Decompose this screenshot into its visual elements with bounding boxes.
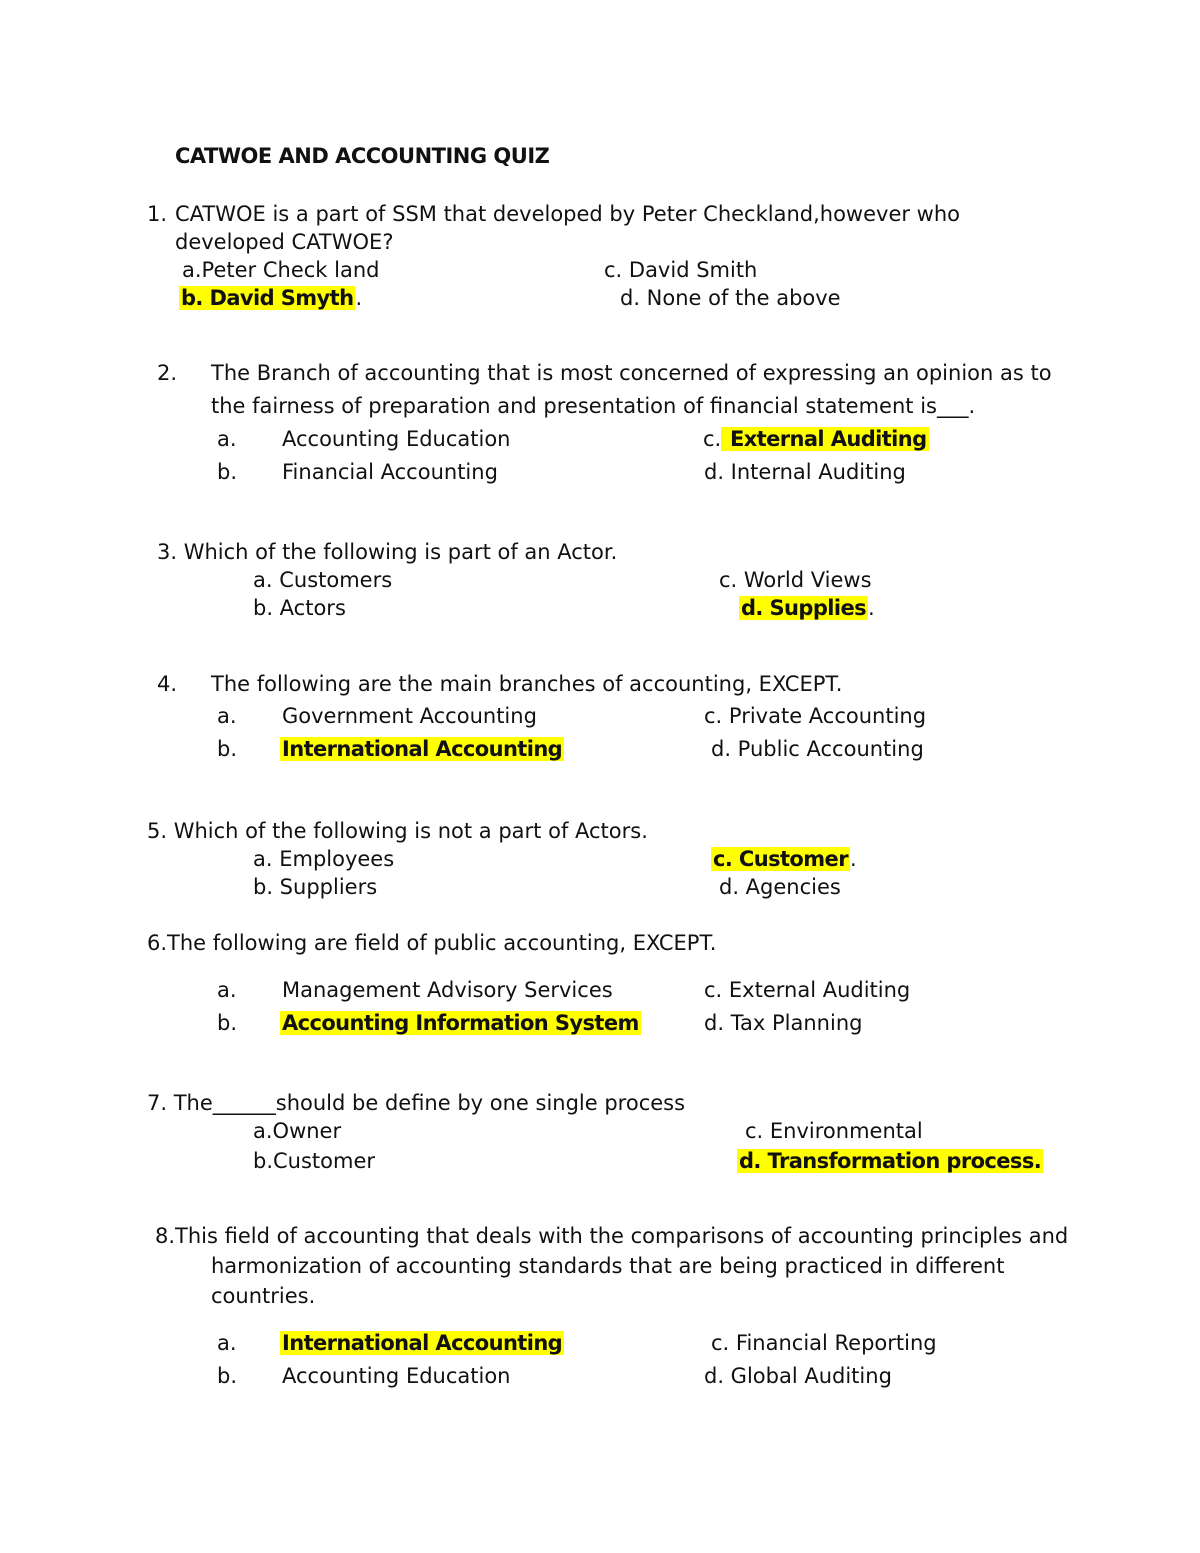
q4-option-a: Government Accounting (282, 704, 537, 728)
q2-option-b: Financial Accounting (282, 460, 498, 484)
q1-option-b (179, 284, 362, 312)
q7-option-d (737, 1147, 1043, 1175)
q5-option-d: d. Agencies (719, 875, 841, 899)
q6-option-a-letter: a. (217, 978, 237, 1002)
q6-question: 6.The following are field of public accounting, EXCEPT. (147, 931, 717, 955)
q8-answer-highlight: International Accounting (282, 1331, 563, 1355)
q3-option-d (739, 594, 875, 622)
q5-option-b: b. Suppliers (253, 875, 378, 899)
q2-option-a-letter: a. (217, 427, 237, 451)
q1-answer-highlight: b. David Smyth (181, 286, 354, 310)
q2-question-line2: the fairness of preparation and presentation of financial statement is___. (211, 394, 976, 418)
q6-option-a: Management Advisory Services (282, 978, 613, 1002)
q8-option-d: d. Global Auditing (704, 1364, 892, 1388)
q7-answer-highlight: d. Transformation process. (739, 1149, 1042, 1173)
q3-option-a: a. Customers (253, 568, 393, 592)
q8-question-line2: harmonization of accounting standards that are being practiced in different (211, 1254, 1005, 1278)
q2-answer-highlight: External Auditing (723, 427, 927, 451)
q8-option-a-letter: a. (217, 1331, 237, 1355)
q2-option-a: Accounting Education (282, 427, 511, 451)
q3-option-d-period: . (868, 596, 875, 620)
q8-option-a (280, 1329, 564, 1357)
q2-option-b-letter: b. (217, 460, 238, 484)
q5-option-a: a. Employees (253, 847, 395, 871)
q4-answer-highlight: International Accounting (282, 737, 563, 761)
q4-option-d: d. Public Accounting (711, 737, 924, 761)
q4-option-a-letter: a. (217, 704, 237, 728)
q3-answer-highlight: d. Supplies (741, 596, 866, 620)
q4-number: 4. (157, 672, 178, 696)
q2-option-c-letter: c. (703, 427, 722, 451)
q5-answer-highlight: c. Customer (713, 847, 848, 871)
q1-option-c: c. David Smith (604, 258, 758, 282)
q1-question-line2: developed CATWOE? (175, 230, 394, 254)
q8-option-b: Accounting Education (282, 1364, 511, 1388)
q8-question-line1: 8.This field of accounting that deals with the comparisons of accounting principles and (155, 1224, 1069, 1248)
q6-answer-highlight: Accounting Information System (282, 1011, 639, 1035)
page-title: CATWOE AND ACCOUNTING QUIZ (175, 144, 550, 168)
q5-option-c (711, 845, 857, 873)
q6-option-b (280, 1009, 641, 1037)
q2-question-line1: The Branch of accounting that is most concerned of expressing an opinion as to (211, 361, 1052, 385)
q8-option-c: c. Financial Reporting (711, 1331, 937, 1355)
q7-option-c: c. Environmental (745, 1119, 923, 1143)
q4-question: The following are the main branches of accounting, EXCEPT. (211, 672, 843, 696)
q4-option-b-letter: b. (217, 737, 238, 761)
q7-question: 7. The______should be define by one single process (147, 1091, 686, 1115)
q2-number: 2. (157, 361, 178, 385)
q7-option-a: a.Owner (253, 1119, 342, 1143)
q5-option-c-period: . (849, 847, 857, 871)
q4-option-b (280, 735, 564, 763)
q2-option-c (703, 425, 929, 453)
q3-option-c: c. World Views (719, 568, 872, 592)
q2-option-d: d. Internal Auditing (704, 460, 906, 484)
q1-option-d: d. None of the above (620, 286, 841, 310)
q1-option-a: a.Peter Check land (182, 258, 380, 282)
q6-option-c: c. External Auditing (704, 978, 911, 1002)
q6-option-d: d. Tax Planning (704, 1011, 863, 1035)
q4-option-c: c. Private Accounting (704, 704, 927, 728)
q6-option-b-letter: b. (217, 1011, 238, 1035)
q3-question: 3. Which of the following is part of an Actor. (157, 540, 618, 564)
q1-option-b-period: . (355, 286, 363, 310)
q1-number: 1. (147, 202, 168, 226)
q7-option-b: b.Customer (253, 1149, 376, 1173)
q5-question: 5. Which of the following is not a part of Actors. (147, 819, 648, 843)
q8-option-b-letter: b. (217, 1364, 238, 1388)
q3-option-b: b. Actors (253, 596, 346, 620)
q1-question-line1: CATWOE is a part of SSM that developed by Peter Checkland,however who (175, 202, 961, 226)
q8-question-line3: countries. (211, 1284, 316, 1308)
